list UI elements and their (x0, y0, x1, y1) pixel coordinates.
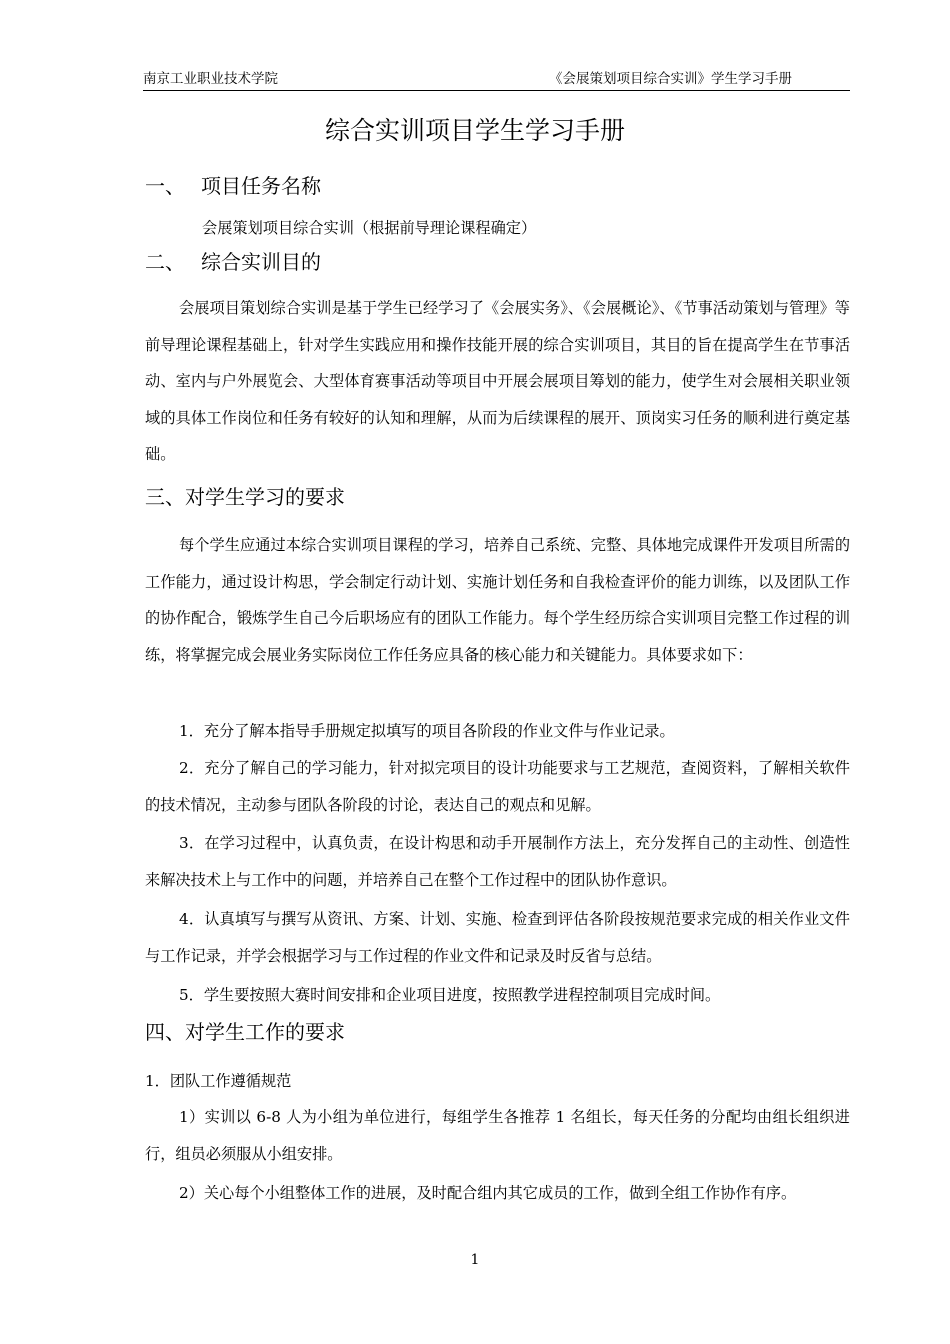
document-title: 综合实训项目学生学习手册 (324, 116, 625, 145)
section-2-title: 综合实训目的 (201, 250, 321, 274)
section-3-item-5: 5．学生要按照大赛时间安排和企业项目进度，按照教学进程控制项目完成时间。 (179, 986, 721, 1004)
section-2-number: 二、 (145, 250, 185, 274)
section-2-heading (145, 248, 321, 276)
section-4-item-1: 1）实训以 6-8 人为小组为单位进行，每组学生各推荐 1 名组长，每天任务的分配均由组长组织进行，组员必须服从小组安排。 (145, 1108, 850, 1163)
section-1-body: 会展策划项目综合实训（根据前导理论课程确定） (202, 219, 537, 237)
header-institution: 南京工业职业技术学院 (143, 71, 278, 87)
section-2-body: 会展项目策划综合实训是基于学生已经学习了《会展实务》、《会展概论》、《节事活动策划与管理》等前导理论课程基础上，针对学生实践应用和操作技能开展的综合实训项目，其目的旨在提高学生在节事活动、室内与户外展览会、大型体育赛事活动等项目中开展会展项目筹划的能力，使学生对会展相关职业领域的具体工作岗位和任务有较好的认知和理解，从而为后续课程的展开、顶岗实习任务的顺利进行奠定基础。 (145, 299, 850, 463)
section-3-item-1: 1．充分了解本指导手册规定拟填写的项目各阶段的作业文件与作业记录。 (179, 722, 675, 740)
section-4-subheading: 1．团队工作遵循规范 (145, 1072, 292, 1090)
section-3-item-2: 2．充分了解自己的学习能力，针对拟完项目的设计功能要求与工艺规范，查阅资料，了解相关软件的技术情况，主动参与团队各阶段的讨论，表达自己的观点和见解。 (145, 759, 850, 814)
section-1-heading (145, 172, 321, 200)
section-1-number: 一、 (145, 174, 185, 198)
page-number: 1 (470, 1252, 480, 1268)
section-3-intro: 每个学生应通过本综合实训项目课程的学习，培养自己系统、完整、具体地完成课件开发项目所需的工作能力，通过设计构思，学会制定行动计划、实施计划任务和自我检查评价的能力训练，以及团队工作的协作配合，锻炼学生自己今后职场应有的团队工作能力。每个学生经历综合实训项目完整工作过程的训练，将掌握完成会展业务实际岗位工作任务应具备的核心能力和关键能力。具体要求如下： (145, 536, 850, 664)
section-3-item-4: 4．认真填写与撰写从资讯、方案、计划、实施、检查到评估各阶段按规范要求完成的相关作业文件与工作记录，并学会根据学习与工作过程的作业文件和记录及时反省与总结。 (145, 910, 850, 965)
section-4-item-2: 2）关心每个小组整体工作的进展，及时配合组内其它成员的工作，做到全组工作协作有序。 (179, 1184, 797, 1202)
section-3-heading: 三、对学生学习的要求 (145, 485, 345, 509)
section-1-title: 项目任务名称 (201, 174, 321, 198)
running-header (143, 68, 850, 91)
section-4-heading: 四、对学生工作的要求 (145, 1020, 345, 1044)
section-3-item-3: 3．在学习过程中，认真负责，在设计构思和动手开展制作方法上，充分发挥自己的主动性、创造性来解决技术上与工作中的问题，并培养自己在整个工作过程中的团队协作意识。 (145, 834, 850, 889)
header-manual-title: 《会展策划项目综合实训》学生学习手册 (549, 71, 792, 87)
